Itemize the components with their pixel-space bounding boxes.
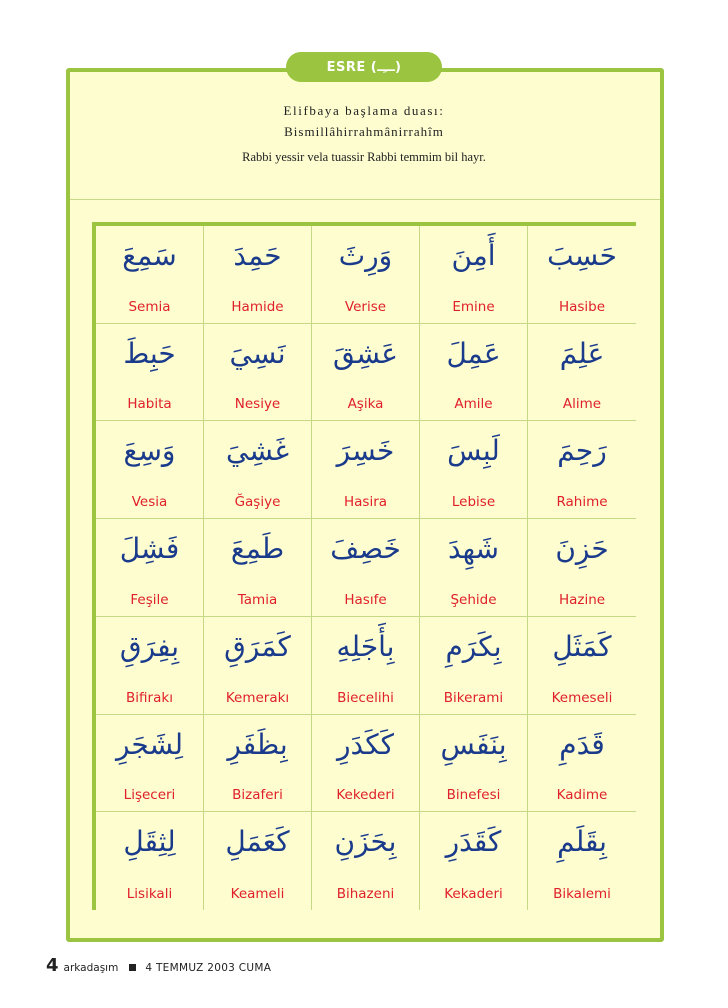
word-cell: [96, 715, 204, 813]
word-cell: [312, 421, 420, 519]
page-number: 4: [46, 955, 59, 976]
intro-prayer: Rabbi yessir vela tuassir Rabbi temmim bil hayr.: [242, 150, 486, 164]
arabic-word: كَعَمَلِ: [225, 825, 290, 859]
transliteration: Kemeseli: [551, 689, 613, 706]
word-cell: [420, 324, 528, 422]
arabic-word: عَلِمَ: [559, 336, 605, 370]
word-cell: [420, 812, 528, 910]
transliteration: Keameli: [230, 886, 285, 902]
header-divider: [70, 199, 660, 200]
intro-basmala: Bismillâhirrahmânirrahîm: [284, 124, 444, 139]
arabic-word: بِأَجَلِهِ: [336, 629, 395, 663]
arabic-word: لِثِقَلِ: [123, 825, 176, 859]
transliteration: Hasibe: [558, 298, 606, 315]
word-cell: [420, 617, 528, 715]
word-cell: [204, 324, 312, 422]
arabic-word: عَمِلَ: [446, 336, 501, 370]
arabic-word: بِقَلَمِ: [557, 825, 607, 859]
word-cell: [528, 324, 636, 422]
transliteration: Alime: [562, 396, 602, 413]
transliteration: Hasira: [343, 494, 388, 511]
word-cell: [312, 715, 420, 813]
word-cell: [528, 519, 636, 617]
arabic-word: بِكَرَمِ: [445, 629, 502, 663]
transliteration: Kekederi: [336, 787, 395, 804]
separator-square-icon: [129, 964, 136, 971]
arabic-word: بِفِرَقِ: [119, 629, 180, 663]
transliteration: Feşile: [130, 591, 169, 608]
transliteration: Semia: [128, 298, 171, 315]
word-cell: [96, 226, 204, 324]
word-cell: [204, 617, 312, 715]
transliteration: Bizaferi: [232, 787, 283, 804]
transliteration: Aşika: [347, 396, 384, 413]
word-cell: [96, 421, 204, 519]
word-cell: [312, 617, 420, 715]
word-cell: [96, 324, 204, 422]
word-cell: [528, 226, 636, 324]
arabic-word: حَسِبَ: [547, 239, 617, 272]
arabic-word: عَشِقَ: [332, 336, 399, 370]
word-cell: [528, 715, 636, 813]
arabic-word: وَسِعَ: [123, 434, 176, 468]
intro-title: Elifbaya başlama duası:: [283, 103, 445, 118]
transliteration: Bihazeni: [336, 886, 395, 902]
transliteration: Lebise: [451, 494, 496, 511]
word-cell: [204, 519, 312, 617]
arabic-word: سَمِعَ: [122, 239, 177, 272]
transliteration: Hamide: [231, 298, 284, 315]
transliteration: Ğaşiye: [234, 494, 281, 511]
word-cell: [420, 226, 528, 324]
word-cell: [96, 519, 204, 617]
transliteration: Hasıfe: [344, 591, 387, 608]
arabic-word: كَكَدَرِ: [336, 727, 394, 761]
transliteration: Amile: [454, 396, 493, 413]
arabic-word: حَمِدَ: [233, 239, 282, 272]
transliteration: Vesia: [131, 494, 168, 511]
word-cell: [528, 812, 636, 910]
transliteration: Kekaderi: [444, 886, 503, 902]
magazine-name: arkadaşım: [63, 962, 119, 974]
transliteration: Bifirakı: [126, 689, 173, 706]
word-cell: [204, 226, 312, 324]
section-tab-label: ESRE (ـــِـ): [286, 52, 442, 82]
transliteration: Emine: [452, 298, 495, 315]
word-grid: [92, 222, 636, 910]
arabic-word: شَهِدَ: [447, 532, 500, 566]
transliteration: Lisikali: [126, 886, 173, 902]
arabic-word: فَشِلَ: [119, 532, 180, 566]
transliteration: Verise: [344, 298, 387, 315]
word-cell: [204, 715, 312, 813]
transliteration: Hazine: [558, 591, 606, 608]
transliteration: Bikalemi: [553, 886, 611, 902]
word-cell: [96, 617, 204, 715]
word-cell: [96, 812, 204, 910]
footer: [46, 955, 271, 976]
arabic-word: لَبِسَ: [447, 434, 500, 468]
arabic-word: أَمِنَ: [451, 239, 496, 272]
arabic-word: طَمِعَ: [230, 532, 285, 566]
transliteration: Biecelihi: [337, 689, 394, 706]
arabic-word: كَمَرَقِ: [224, 629, 291, 663]
word-cell: [528, 421, 636, 519]
arabic-word: خَصِفَ: [330, 532, 401, 566]
word-cell: [420, 421, 528, 519]
transliteration: Binefesi: [446, 787, 501, 804]
word-cell: [420, 715, 528, 813]
word-cell: [312, 812, 420, 910]
arabic-word: بِظَفَرِ: [227, 727, 288, 761]
word-cell: [312, 324, 420, 422]
transliteration: Bikerami: [443, 689, 504, 706]
transliteration: Nesiye: [234, 396, 281, 413]
arabic-word: غَشِيَ: [226, 434, 289, 468]
word-cell: [528, 617, 636, 715]
arabic-word: خَسِرَ: [336, 434, 395, 468]
arabic-word: رَحِمَ: [557, 434, 607, 468]
transliteration: Habita: [127, 396, 172, 413]
transliteration: Lişeceri: [123, 787, 176, 804]
arabic-word: كَمَثَلِ: [552, 629, 612, 663]
arabic-word: كَقَدَرِ: [445, 825, 502, 859]
issue-date: 4 TEMMUZ 2003 CUMA: [145, 962, 272, 974]
arabic-word: لِشَجَرِ: [115, 727, 184, 761]
transliteration: Kemerakı: [225, 689, 290, 706]
word-cell: [312, 519, 420, 617]
word-cell: [204, 812, 312, 910]
transliteration: Kadime: [556, 787, 608, 804]
arabic-word: نَسِيَ: [229, 336, 286, 370]
word-cell: [420, 519, 528, 617]
arabic-word: وَرِثَ: [338, 239, 393, 272]
transliteration: Tamia: [237, 591, 278, 608]
arabic-word: بِنَفَسِ: [440, 727, 507, 761]
arabic-word: حَبِطَ: [123, 336, 176, 370]
arabic-word: قَدَمِ: [559, 727, 605, 761]
arabic-word: بِحَزَنِ: [334, 825, 397, 859]
transliteration: Şehide: [450, 591, 497, 608]
arabic-word: حَزِنَ: [555, 532, 609, 566]
word-cell: [312, 226, 420, 324]
word-cell: [204, 421, 312, 519]
transliteration: Rahime: [556, 494, 608, 511]
